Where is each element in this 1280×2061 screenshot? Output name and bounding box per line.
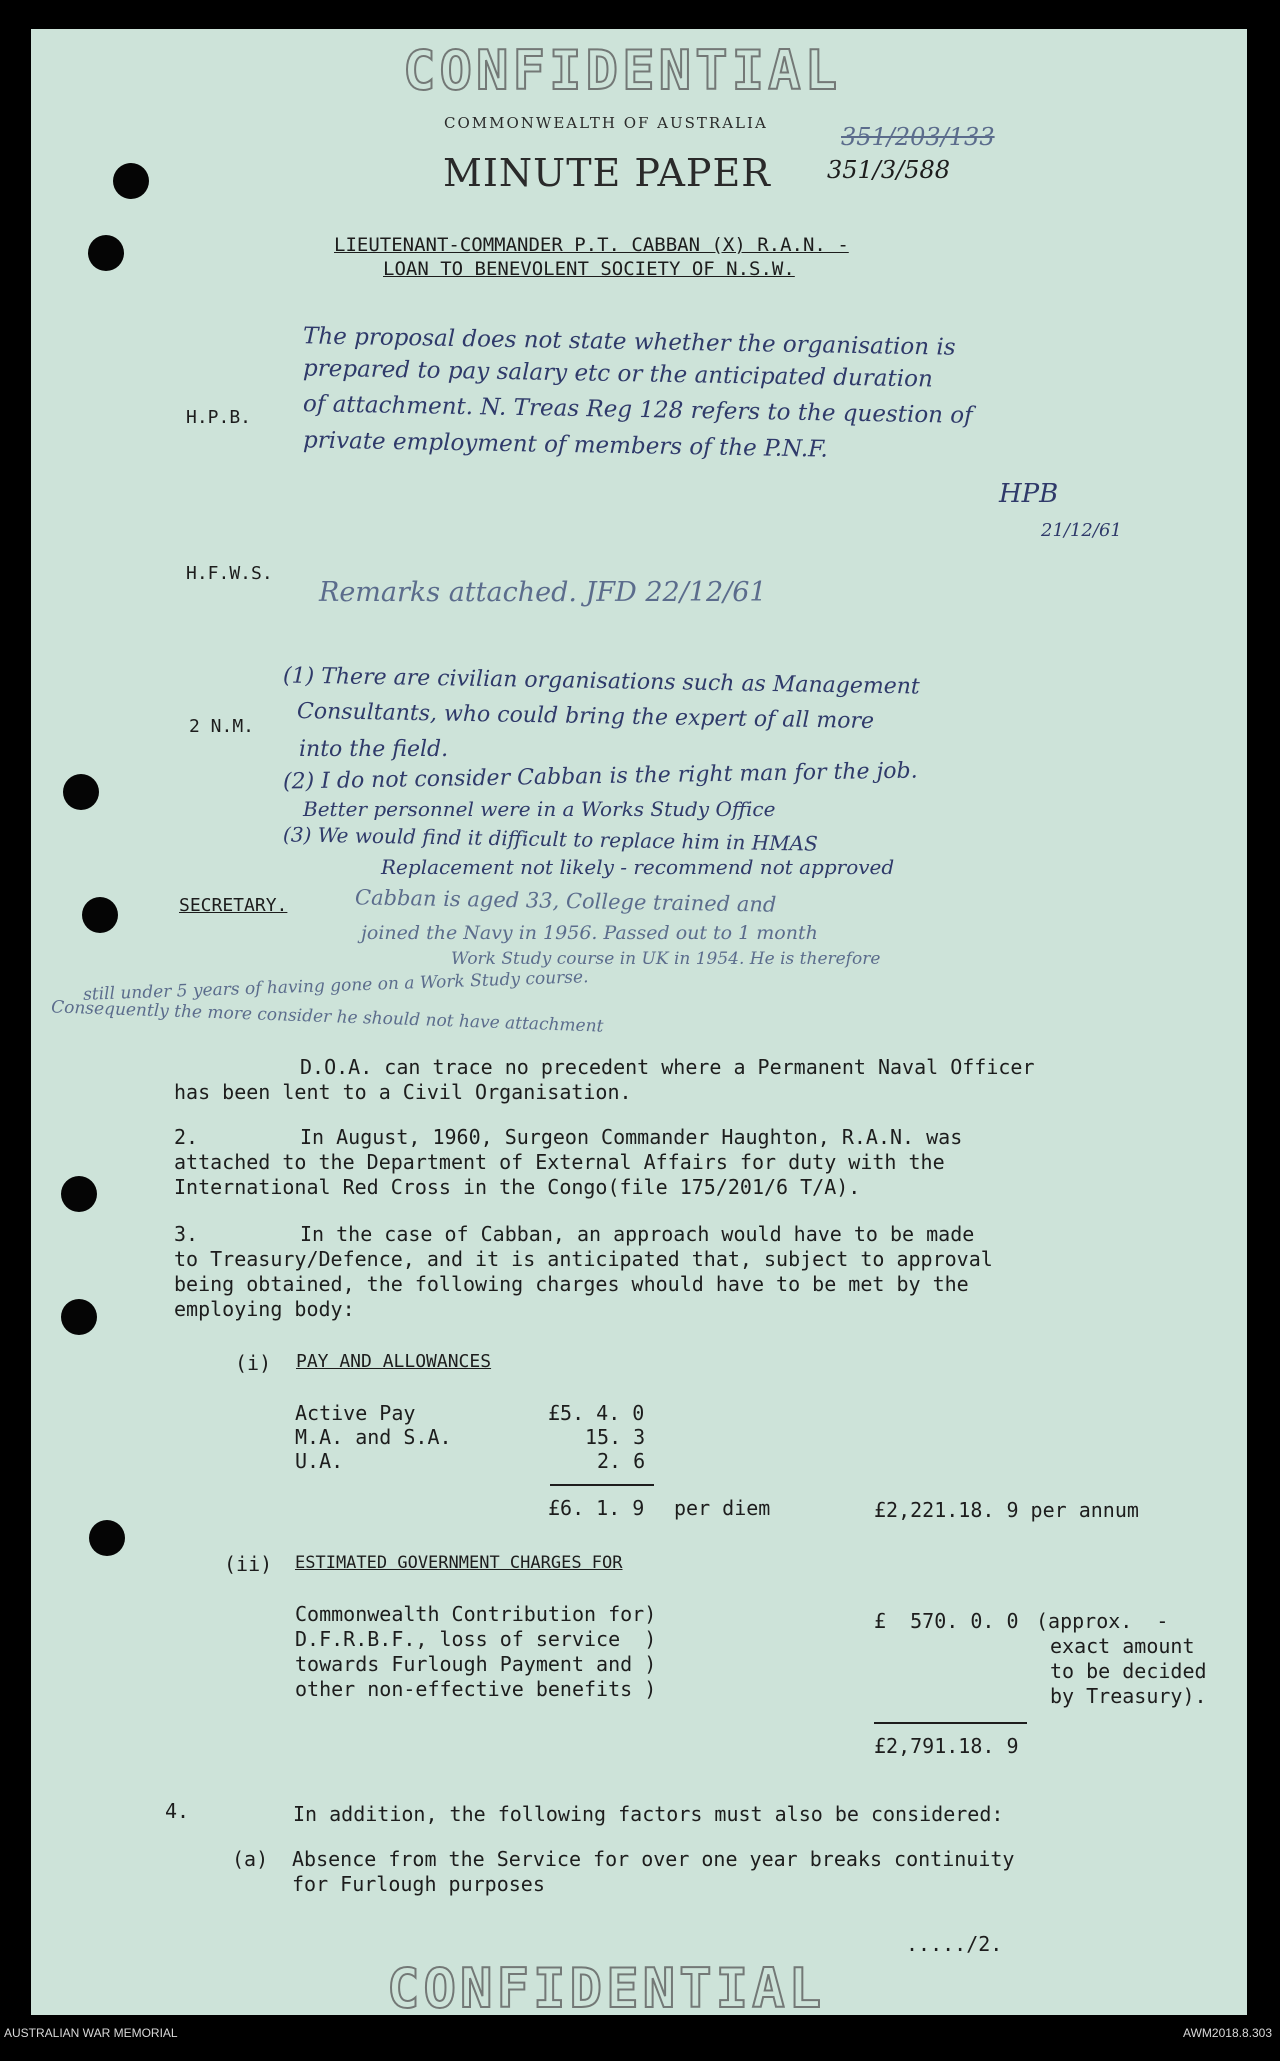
pay-row-label: M.A. and S.A.	[295, 1425, 452, 1449]
nm-note-line-4: (2) I do not consider Cabban is the right man for the job.	[282, 758, 918, 795]
para-1-line-2: has been lent to a Civil Organisation.	[174, 1080, 632, 1104]
subject-line-1: LIEUTENANT-COMMANDER P.T. CABBAN (X) R.A.N. -	[334, 234, 849, 256]
pay-row-label: U.A.	[295, 1449, 344, 1473]
nm-note-line-5: Better personnel were in a Works Study Office	[303, 797, 776, 821]
pay-row-value: £5. 4. 0	[548, 1401, 645, 1425]
gov-line: D.F.R.B.F., loss of service )	[295, 1627, 657, 1651]
para-2-line-1: In August, 1960, Surgeon Commander Haughton, R.A.N. was	[300, 1125, 963, 1149]
gov-amount-note: exact amount	[1050, 1634, 1195, 1658]
para-2-number: 2.	[174, 1125, 199, 1149]
footer-right: AWM2018.8.303	[1183, 2026, 1272, 2040]
nm-note-line-1: (1) There are civilian organisations such as Management	[282, 663, 920, 700]
subject-line-2: LOAN TO BENEVOLENT SOCIETY OF N.S.W.	[383, 258, 795, 280]
para-4-item-a-line-1: Absence from the Service for over one year breaks continuity	[292, 1847, 1015, 1871]
gov-amount: £ 570. 0. 0	[874, 1609, 1019, 1633]
pay-row-label: Active Pay	[295, 1401, 416, 1425]
pay-section-heading: PAY AND ALLOWANCES	[296, 1351, 492, 1372]
nm-note-line-3: into the field.	[299, 737, 449, 762]
para-3-number: 3.	[174, 1222, 199, 1246]
page-title: MINUTE PAPER	[443, 151, 771, 195]
routing-hpb: H.P.B.	[186, 407, 252, 428]
pay-total: £6. 1. 9	[548, 1496, 645, 1520]
para-4-item-a-line-2: for Furlough purposes	[292, 1872, 545, 1896]
para-4-number: 4.	[165, 1799, 190, 1823]
para-2-line-2: attached to the Department of External Affairs for duty with the	[174, 1150, 945, 1174]
punch-hole	[113, 163, 149, 199]
org-name: COMMONWEALTH OF AUSTRALIA	[444, 114, 768, 132]
gov-amount-note: by Treasury).	[1050, 1684, 1207, 1708]
gov-amount-note: to be decided	[1050, 1659, 1207, 1683]
file-reference-old: 351/203/133	[841, 123, 995, 151]
footer-left: AUSTRALIAN WAR MEMORIAL	[4, 2026, 178, 2040]
secretary-note-line-1: Cabban is aged 33, College trained and	[354, 885, 777, 917]
nm-note-line-2: Consultants, who could bring the expert of all more	[296, 698, 875, 735]
para-3-line-2: to Treasury/Defence, and it is anticipated that, subject to approval	[174, 1247, 993, 1271]
para-2-line-3: International Red Cross in the Congo(file 175/201/6 T/A).	[174, 1175, 861, 1199]
punch-hole	[61, 1299, 97, 1335]
nm-note-line-7: Replacement not likely - recommend not approved	[381, 855, 895, 879]
grand-total-rule	[874, 1722, 1027, 1724]
secretary-note-line-3: Work Study course in UK in 1954. He is therefore	[451, 949, 881, 969]
secretary-note-line-4: still under 5 years of having gone on a Work Study course.	[82, 967, 589, 1005]
confidential-stamp-bottom: CONFIDENTIAL	[387, 1957, 826, 2015]
punch-hole	[82, 897, 118, 933]
punch-hole	[61, 1176, 97, 1212]
gov-section-heading: ESTIMATED GOVERNMENT CHARGES FOR	[295, 1553, 623, 1573]
routing-nm: 2 N.M.	[189, 716, 255, 737]
para-1-line-1: D.O.A. can trace no precedent where a Permanent Naval Officer	[300, 1055, 1035, 1079]
pay-total-rule	[550, 1484, 654, 1486]
pay-section-number: (i)	[235, 1351, 272, 1375]
hpb-date: 21/12/61	[1041, 520, 1122, 541]
pay-per-diem-label: per diem	[674, 1496, 771, 1520]
punch-hole	[89, 1520, 125, 1556]
pay-row-value: 2. 6	[597, 1449, 646, 1473]
continued-marker: ...../2.	[906, 1932, 1003, 1956]
gov-line: other non-effective benefits )	[295, 1677, 657, 1701]
hpb-note-line-1: The proposal does not state whether the organisation is	[302, 323, 956, 361]
secretary-note-line-2: joined the Navy in 1956. Passed out to 1 month	[361, 922, 818, 944]
gov-line: towards Furlough Payment and )	[295, 1652, 657, 1676]
para-4-item-a-label: (a)	[232, 1847, 269, 1871]
minute-paper-sheet	[31, 29, 1247, 2015]
nm-note-line-6: (3) We would find it difficult to replace him in HMAS	[282, 822, 819, 856]
gov-amount-note: (approx. -	[1036, 1609, 1169, 1633]
pay-row-value: 15. 3	[585, 1425, 646, 1449]
routing-secretary: SECRETARY.	[179, 895, 288, 916]
punch-hole	[63, 774, 99, 810]
gov-line: Commonwealth Contribution for)	[295, 1602, 657, 1626]
para-3-line-4: employing body:	[174, 1297, 355, 1321]
pay-annual-total: £2,221.18. 9 per annum	[874, 1498, 1139, 1522]
hpb-note-line-3: of attachment. N. Treas Reg 128 refers to the question of	[302, 391, 973, 429]
hpb-signature: HPB	[999, 479, 1059, 509]
para-4-intro: In addition, the following factors must also be considered:	[293, 1802, 1004, 1826]
hfws-note: Remarks attached. JFD 22/12/61	[319, 577, 767, 608]
file-reference: 351/3/588	[827, 156, 951, 184]
gov-section-number: (ii)	[224, 1552, 273, 1576]
punch-hole	[88, 235, 124, 271]
para-3-line-1: In the case of Cabban, an approach would have to be made	[300, 1222, 975, 1246]
routing-hfws: H.F.W.S.	[186, 563, 273, 584]
hpb-note-line-2: prepared to pay salary etc or the anticipated duration	[302, 355, 933, 393]
confidential-stamp-top: CONFIDENTIAL	[403, 39, 842, 102]
grand-total: £2,791.18. 9	[874, 1734, 1019, 1758]
hpb-note-line-4: private employment of members of the P.N.F.	[302, 427, 829, 463]
para-3-line-3: being obtained, the following charges whould have to be met by the	[174, 1272, 969, 1296]
secretary-note-line-5: Consequently the more consider he should not have attachment	[50, 997, 604, 1037]
